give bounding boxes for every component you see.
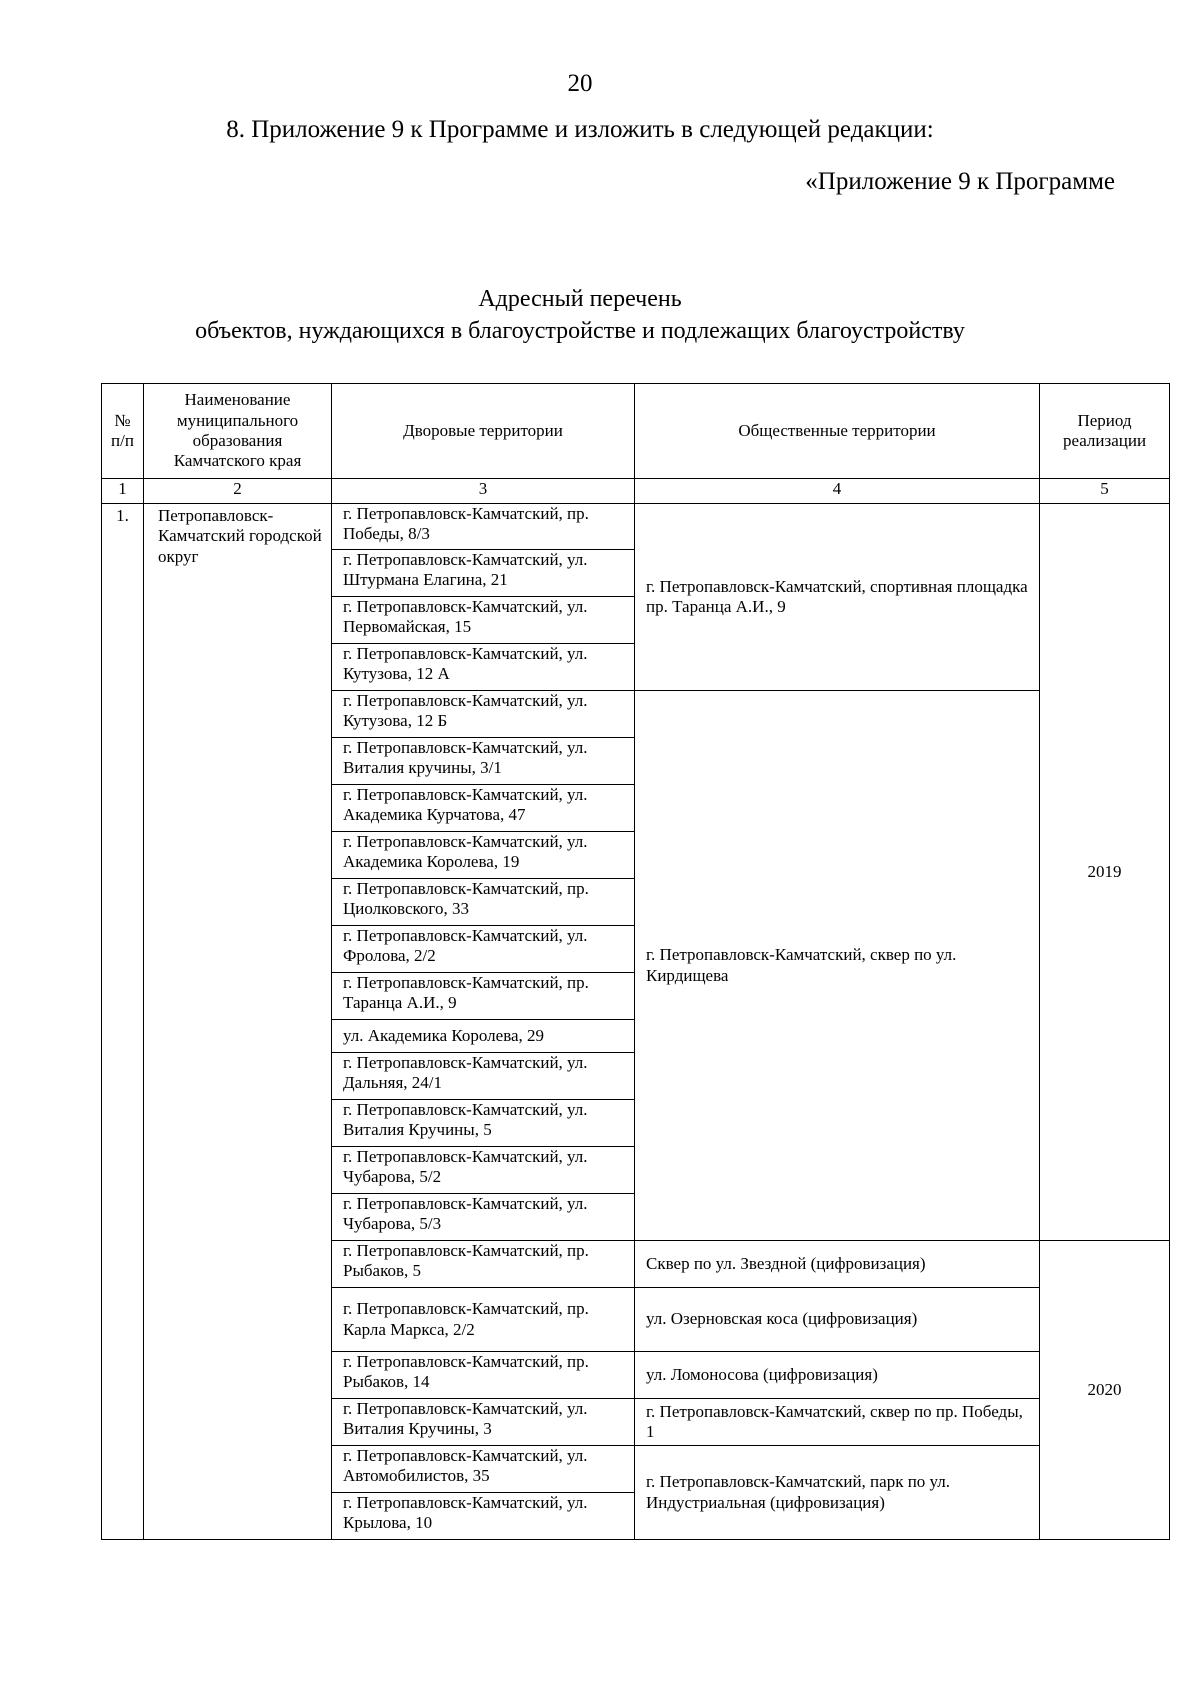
row-number: 1. [102, 504, 144, 1540]
yard-address: г. Петропавловск-Камчатский, ул. Чубарова, 5/2 [332, 1147, 635, 1194]
public-territory: г. Петропавловск-Камчатский, сквер по ул. Кирдищева [635, 691, 1040, 1241]
column-number: 1 [102, 479, 144, 504]
public-territory: Сквер по ул. Звездной (цифровизация) [635, 1241, 1040, 1288]
yard-address: г. Петропавловск-Камчатский, ул. Виталия Кручины, 5 [332, 1100, 635, 1147]
public-territory: ул. Озерновская коса (цифровизация) [635, 1288, 1040, 1352]
yard-address: г. Петропавловск-Камчатский, ул. Академика Курчатова, 47 [332, 785, 635, 832]
yard-address: г. Петропавловск-Камчатский, ул. Виталия кручины, 3/1 [332, 738, 635, 785]
yard-address: г. Петропавловск-Камчатский, ул. Кутузова, 12 Б [332, 691, 635, 738]
yard-address: г. Петропавловск-Камчатский, ул. Кутузова, 12 А [332, 644, 635, 691]
yard-address: г. Петропавловск-Камчатский, пр. Карла Маркса, 2/2 [332, 1288, 635, 1352]
header-public: Общественные территории [635, 384, 1040, 479]
yard-address: г. Петропавловск-Камчатский, ул. Чубарова, 5/3 [332, 1194, 635, 1241]
header-period: Период реализации [1040, 384, 1170, 479]
yard-address: г. Петропавловск-Камчатский, ул. Академика Королева, 19 [332, 832, 635, 879]
yard-address: г. Петропавловск-Камчатский, ул. Штурмана Елагина, 21 [332, 550, 635, 597]
header-yard: Дворовые территории [332, 384, 635, 479]
municipality-name: Петропавловск-Камчатский городской округ [144, 504, 332, 1540]
yard-address: г. Петропавловск-Камчатский, пр. Таранца А.И., 9 [332, 973, 635, 1020]
header-no: № п/п [102, 384, 144, 479]
yard-address: г. Петропавловск-Камчатский, ул. Виталия Кручины, 3 [332, 1399, 635, 1446]
header-row [102, 384, 1170, 479]
period-year: 2020 [1040, 1241, 1170, 1540]
document-title: Адресный перечень [478, 286, 682, 312]
instruction-text: 8. Приложение 9 к Программе и изложить в следующей редакции: [226, 116, 934, 143]
period-year: 2019 [1040, 504, 1170, 1241]
column-number: 3 [332, 479, 635, 504]
column-number-row [102, 479, 1170, 504]
table-row [102, 504, 1170, 550]
public-territory: г. Петропавловск-Камчатский, парк по ул. Индустриальная (цифровизация) [635, 1446, 1040, 1540]
yard-address: г. Петропавловск-Камчатский, ул. Дальняя, 24/1 [332, 1053, 635, 1100]
yard-address: г. Петропавловск-Камчатский, ул. Фролова, 2/2 [332, 926, 635, 973]
address-list-table [101, 383, 1170, 1540]
page-number: 20 [567, 70, 593, 97]
yard-address: г. Петропавловск-Камчатский, ул. Крылова, 10 [332, 1493, 635, 1540]
column-number: 5 [1040, 479, 1170, 504]
yard-address: г. Петропавловск-Камчатский, пр. Циолковского, 33 [332, 879, 635, 926]
yard-address: г. Петропавловск-Камчатский, пр. Победы, 8/3 [332, 504, 635, 550]
public-territory: г. Петропавловск-Камчатский, спортивная площадка пр. Таранца А.И., 9 [635, 504, 1040, 691]
column-number: 2 [144, 479, 332, 504]
yard-address: ул. Академика Королева, 29 [332, 1020, 635, 1053]
yard-address: г. Петропавловск-Камчатский, пр. Рыбаков, 14 [332, 1352, 635, 1399]
public-territory: ул. Ломоносова (цифровизация) [635, 1352, 1040, 1399]
yard-address: г. Петропавловск-Камчатский, ул. Автомобилистов, 35 [332, 1446, 635, 1493]
header-municipality: Наименование муниципального образования Камчатского края [144, 384, 332, 479]
document-subtitle: объектов, нуждающихся в благоустройстве и подлежащих благоустройству [195, 318, 965, 344]
yard-address: г. Петропавловск-Камчатский, ул. Первомайская, 15 [332, 597, 635, 644]
appendix-reference: «Приложение 9 к Программе [805, 168, 1115, 195]
yard-address: г. Петропавловск-Камчатский, пр. Рыбаков, 5 [332, 1241, 635, 1288]
column-number: 4 [635, 479, 1040, 504]
public-territory: г. Петропавловск-Камчатский, сквер по пр. Победы, 1 [635, 1399, 1040, 1446]
